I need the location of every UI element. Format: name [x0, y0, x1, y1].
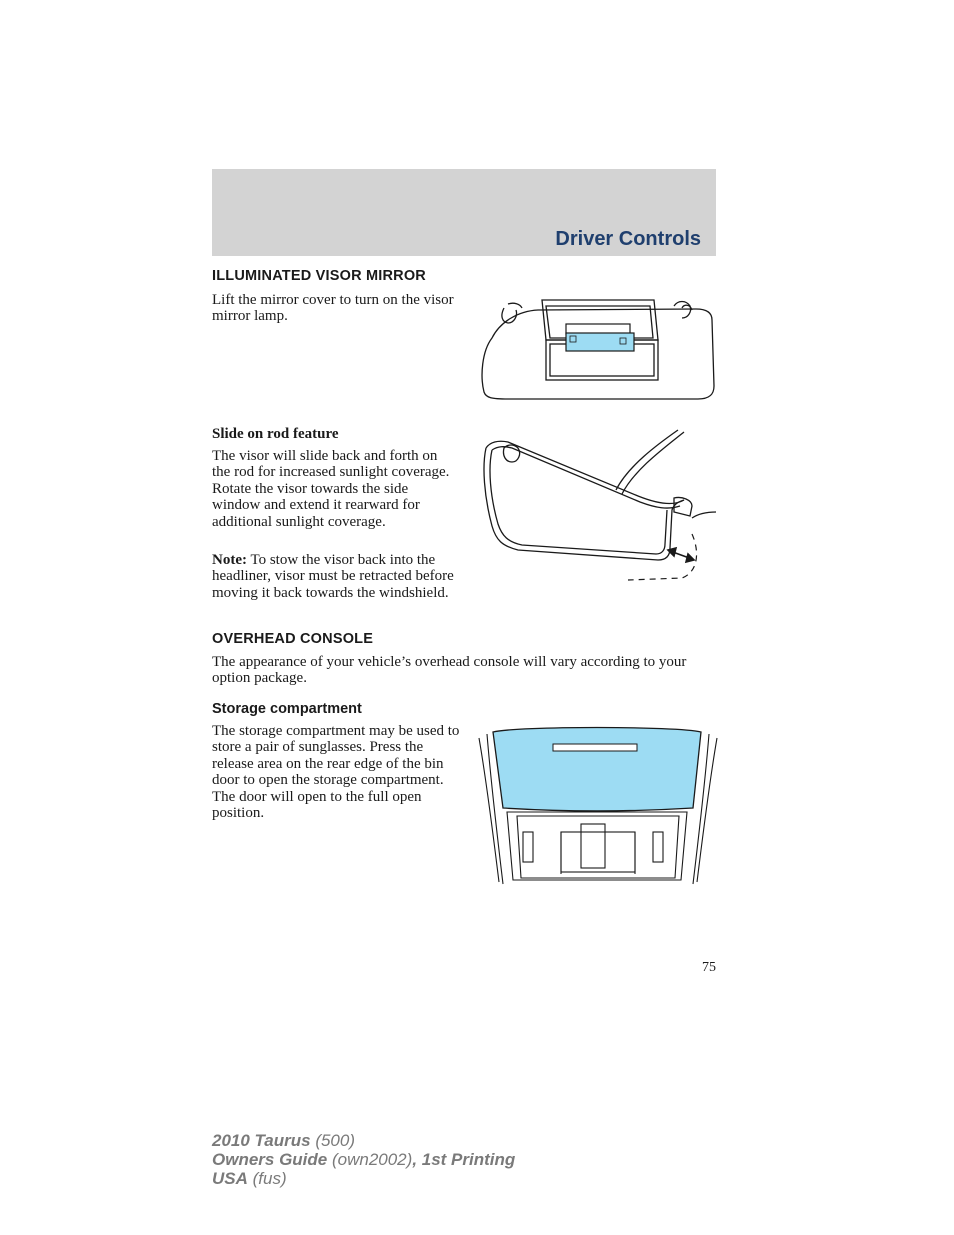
page-section-title: Driver Controls — [555, 228, 701, 250]
heading-slide-rod: Slide on rod feature — [212, 426, 339, 442]
visor-slide-illustration — [478, 426, 718, 586]
heading-storage-compartment: Storage compartment — [212, 701, 362, 717]
footer-edition — [212, 1131, 515, 1188]
page-number: 75 — [702, 960, 716, 975]
footer-line-1: 2010 Taurus (500) — [212, 1131, 356, 1150]
note-label: Note: — [212, 552, 247, 568]
footer-line-3: USA (fus) — [212, 1169, 287, 1188]
heading-visor-mirror: ILLUMINATED VISOR MIRROR — [212, 268, 426, 284]
slide-rod-text: The visor will slide back and forth on the rod for increased sunlight coverage. Rotate the visor towards the side window and extend it rearward for additional sunlight coverage. — [212, 448, 450, 530]
visor-mirror-illustration — [478, 296, 718, 402]
overhead-console-illustration — [477, 724, 719, 886]
visor-mirror-text: Lift the mirror cover to turn on the visor mirror lamp. — [212, 292, 454, 325]
heading-overhead-console: OVERHEAD CONSOLE — [212, 631, 374, 647]
note-text: To stow the visor back into the headliner, visor must be retracted before moving it back towards the windshield. — [212, 552, 454, 601]
footer-line-2: Owners Guide (own2002), 1st Printing — [212, 1150, 516, 1169]
slide-rod-note — [212, 552, 457, 601]
storage-text: The storage compartment may be used to store a pair of sunglasses. Press the release area on the rear edge of the bin door to open the storage compartment. The door will open to the full open position. — [212, 723, 460, 822]
header-band — [212, 169, 716, 256]
overhead-console-text: The appearance of your vehicle’s overhead console will vary according to your option package. — [212, 654, 687, 687]
